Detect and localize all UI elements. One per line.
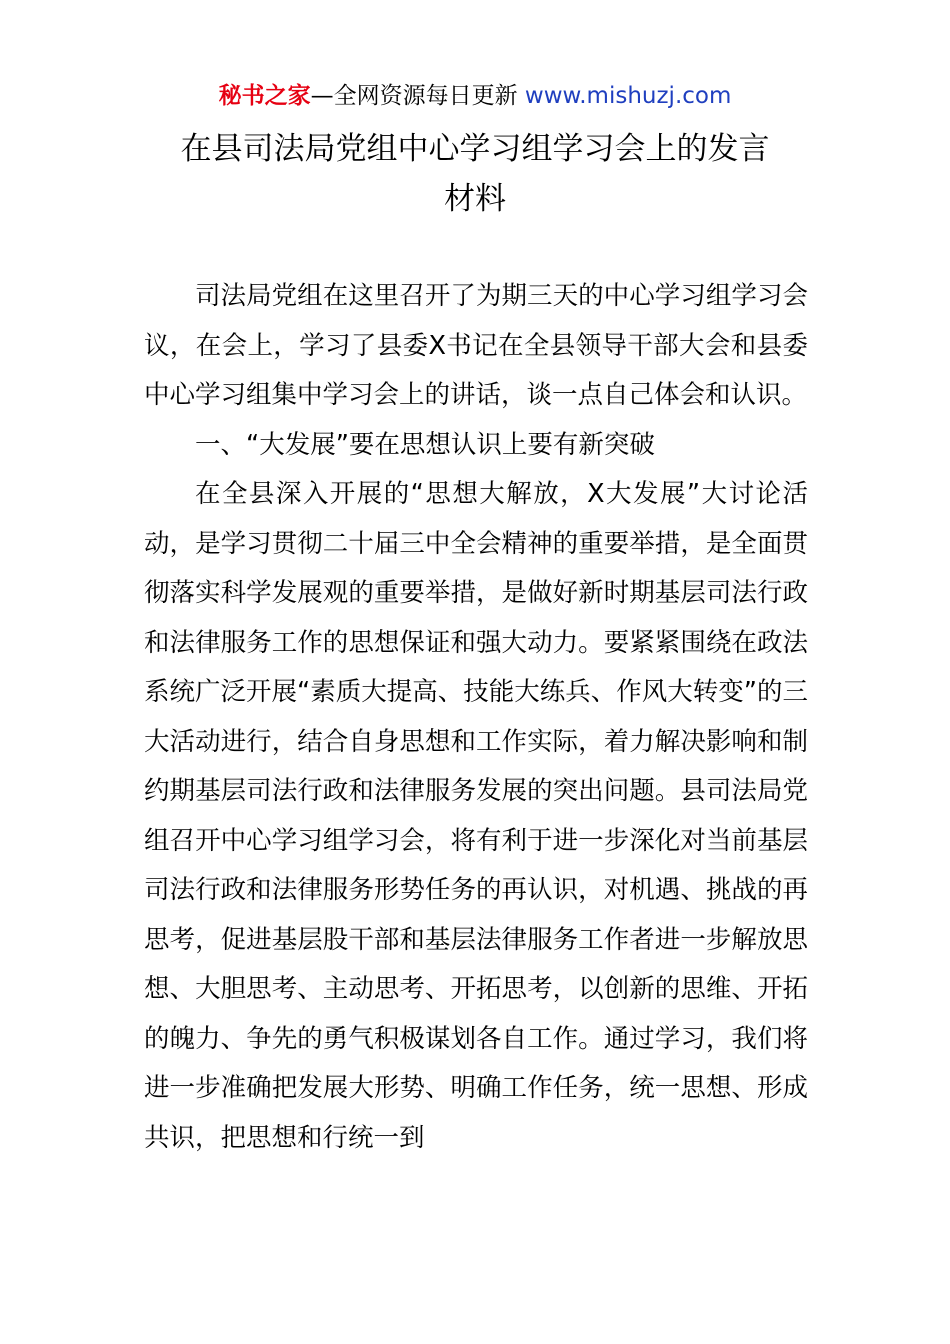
body-paragraph-intro: 司法局党组在这里召开了为期三天的中心学习组学习会议，在会上，学习了县委X书记在全县领导干部大会和县委中心学习组集中学习会上的讲话，谈一点自己体会和认识。 <box>144 281 808 410</box>
document-title <box>0 124 950 224</box>
site-brand: 秘书之家 <box>218 83 311 109</box>
document-body <box>144 272 808 1163</box>
site-header <box>0 80 950 112</box>
document-title-line-1: 在县司法局党组中心学习组学习会上的发言 <box>180 131 770 167</box>
document-title-line-2: 材料 <box>444 181 506 217</box>
site-url-link[interactable]: www.mishuzj.com <box>524 83 732 109</box>
section-heading-1: 一、“大发展”要在思想认识上要有新突破 <box>195 429 655 460</box>
site-tagline: —全网资源每日更新 <box>310 83 525 109</box>
body-paragraph-section-1: 在全县深入开展的“思想大解放，X大发展”大讨论活动，是学习贯彻二十届三中全会精神的重要举措，是全面贯彻落实科学发展观的重要举措，是做好新时期基层司法行政和法律服务工作的思想保证和强大动力。要紧紧围绕在政法系统广泛开展“素质大提高、技能大练兵、作风大转变”的三大活动进行，结合自身思想和工作实际，着力解决影响和制约期基层司法行政和法律服务发展的突出问题。县司法局党组召开中心学习组学习会，将有利于进一步深化对当前基层司法行政和法律服务形势任务的再认识，对机遇、挑战的再思考，促进基层股干部和基层法律服务工作者进一步解放思想、大胆思考、主动思考、开拓思考，以创新的思维、开拓的魄力、争先的勇气积极谋划各自工作。通过学习，我们将进一步准确把发展大形势、明确工作任务，统一思想、形成共识，把思想和行统一到 <box>144 479 808 1153</box>
